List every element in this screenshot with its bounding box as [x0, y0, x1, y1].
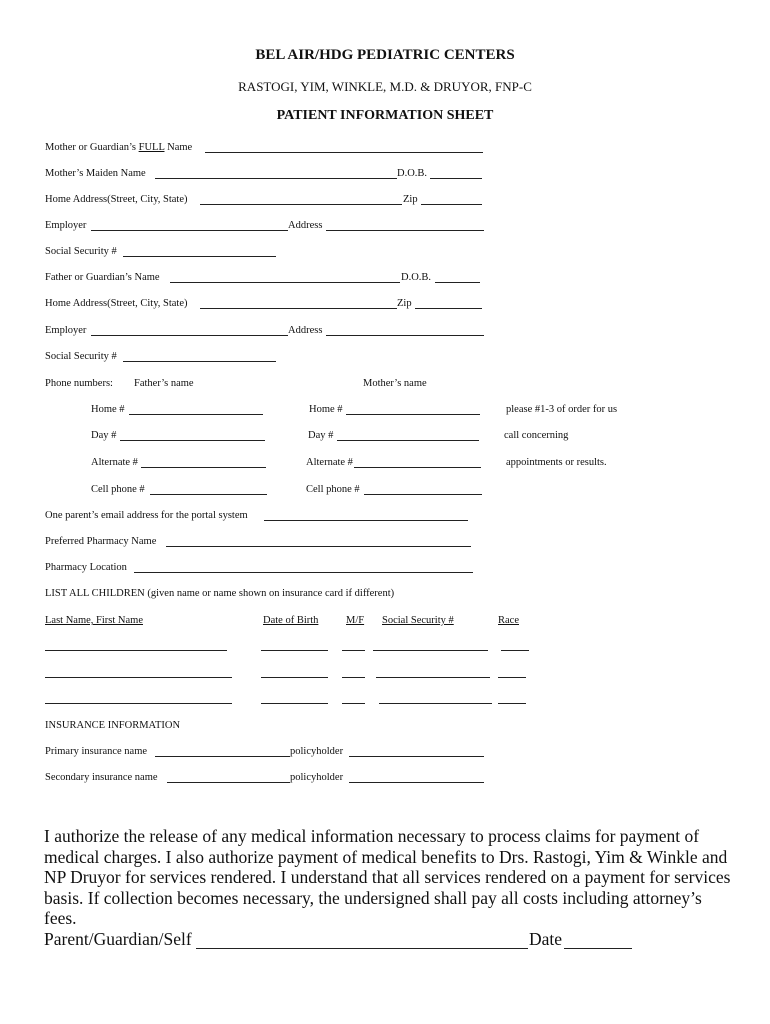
- mother-name-field[interactable]: [205, 152, 483, 153]
- mother-zip-field[interactable]: [421, 204, 482, 205]
- phone-note-1: please #1-3 of order for us: [506, 404, 618, 415]
- child-1-name-field[interactable]: [45, 650, 227, 651]
- pharmacy-name-label: Preferred Pharmacy Name: [45, 536, 157, 547]
- form-title: PATIENT INFORMATION SHEET: [276, 108, 494, 123]
- mother-cell-field[interactable]: [364, 494, 482, 495]
- org-title: BEL AIR/HDG PEDIATRIC CENTERS: [255, 47, 515, 63]
- secondary-policyholder-field[interactable]: [349, 782, 484, 783]
- providers-line: RASTOGI, YIM, WINKLE, M.D. & DRUYOR, FNP-C: [238, 79, 532, 94]
- primary-policyholder-field[interactable]: [349, 756, 484, 757]
- child-3-dob-field[interactable]: [261, 703, 328, 704]
- insurance-heading: INSURANCE INFORMATION: [45, 720, 181, 731]
- children-heading: LIST ALL CHILDREN (given name or name shown on insurance card if different): [45, 588, 395, 599]
- mother-employer-address-label: Address: [288, 220, 323, 231]
- signature-field[interactable]: [196, 948, 528, 949]
- mother-name-label: Mother or Guardian’s FULL Name: [45, 142, 193, 153]
- col-name: Last Name, First Name: [45, 615, 143, 626]
- secondary-policyholder-label: policyholder: [290, 772, 344, 783]
- father-name-label: Father or Guardian’s Name: [45, 272, 160, 283]
- email-label: One parent’s email address for the portal system: [45, 510, 248, 521]
- col-dob: Date of Birth: [263, 615, 319, 626]
- mother-ssn-label: Social Security #: [45, 246, 117, 257]
- child-2-dob-field[interactable]: [261, 677, 328, 678]
- father-day-label: Day #: [91, 430, 117, 441]
- father-home-field[interactable]: [129, 414, 263, 415]
- mother-address-label: Home Address(Street, City, State): [45, 194, 188, 205]
- father-dob-field[interactable]: [435, 282, 480, 283]
- col-sex: M/F: [346, 615, 365, 626]
- child-1-ssn-field[interactable]: [373, 650, 488, 651]
- email-field[interactable]: [264, 520, 468, 521]
- mother-ssn-field[interactable]: [123, 256, 276, 257]
- col-race: Race: [498, 615, 519, 626]
- father-employer-label: Employer: [45, 325, 87, 336]
- child-3-ssn-field[interactable]: [379, 703, 492, 704]
- mother-home-field[interactable]: [346, 414, 480, 415]
- child-2-ssn-field[interactable]: [376, 677, 490, 678]
- father-ssn-field[interactable]: [123, 361, 276, 362]
- mother-phone-header: Mother’s name: [363, 378, 427, 389]
- signature-label: Parent/Guardian/Self: [44, 929, 192, 949]
- col-ssn: Social Security #: [382, 615, 454, 626]
- child-3-sex-field[interactable]: [342, 703, 365, 704]
- father-cell-label: Cell phone #: [91, 484, 145, 495]
- father-phone-header: Father’s name: [134, 378, 194, 389]
- father-alternate-label: Alternate #: [91, 457, 138, 468]
- mother-home-label: Home #: [309, 404, 343, 415]
- primary-insurance-label: Primary insurance name: [45, 746, 148, 757]
- mother-dob-label: D.O.B.: [397, 168, 428, 179]
- mother-day-field[interactable]: [337, 440, 479, 441]
- father-day-field[interactable]: [120, 440, 265, 441]
- father-zip-label: Zip: [397, 298, 412, 309]
- mother-maiden-label: Mother’s Maiden Name: [45, 168, 146, 179]
- mother-cell-label: Cell phone #: [306, 484, 360, 495]
- pharmacy-location-label: Pharmacy Location: [45, 562, 127, 573]
- child-3-name-field[interactable]: [45, 703, 232, 704]
- father-home-label: Home #: [91, 404, 125, 415]
- father-employer-field[interactable]: [91, 335, 288, 336]
- mother-zip-label: Zip: [403, 194, 418, 205]
- father-address-field[interactable]: [200, 308, 397, 309]
- pharmacy-name-field[interactable]: [166, 546, 471, 547]
- child-3-race-field[interactable]: [498, 703, 526, 704]
- secondary-insurance-field[interactable]: [167, 782, 290, 783]
- pharmacy-location-field[interactable]: [134, 572, 473, 573]
- date-label: Date: [529, 929, 563, 949]
- father-zip-field[interactable]: [415, 308, 482, 309]
- child-1-sex-field[interactable]: [342, 650, 365, 651]
- father-employer-address-field[interactable]: [326, 335, 484, 336]
- mother-employer-address-field[interactable]: [326, 230, 484, 231]
- child-2-sex-field[interactable]: [342, 677, 365, 678]
- phone-note-2: call concerning: [504, 430, 569, 441]
- father-cell-field[interactable]: [150, 494, 267, 495]
- date-field[interactable]: [564, 948, 632, 949]
- father-employer-address-label: Address: [288, 325, 323, 336]
- primary-insurance-field[interactable]: [155, 756, 290, 757]
- child-1-race-field[interactable]: [501, 650, 529, 651]
- father-ssn-label: Social Security #: [45, 351, 117, 362]
- father-alternate-field[interactable]: [141, 467, 266, 468]
- father-dob-label: D.O.B.: [401, 272, 432, 283]
- mother-address-field[interactable]: [200, 204, 402, 205]
- primary-policyholder-label: policyholder: [290, 746, 344, 757]
- phone-note-3: appointments or results.: [506, 457, 607, 468]
- secondary-insurance-label: Secondary insurance name: [45, 772, 158, 783]
- mother-day-label: Day #: [308, 430, 334, 441]
- child-2-name-field[interactable]: [45, 677, 232, 678]
- child-1-dob-field[interactable]: [261, 650, 328, 651]
- father-address-label: Home Address(Street, City, State): [45, 298, 188, 309]
- father-name-field[interactable]: [170, 282, 400, 283]
- mother-maiden-field[interactable]: [155, 178, 397, 179]
- mother-alternate-label: Alternate #: [306, 457, 353, 468]
- child-2-race-field[interactable]: [498, 677, 526, 678]
- phone-numbers-label: Phone numbers:: [45, 378, 113, 389]
- mother-employer-field[interactable]: [91, 230, 288, 231]
- mother-alternate-field[interactable]: [354, 467, 481, 468]
- authorization-text: I authorize the release of any medical information necessary to process claims for payment of medical charges. I also authorize payment of medical benefits to Drs. Rastogi, Yim & Winkle and NP Druyor for services rendered. I understand that all services rendered on a payment for services basis. If collection becomes necessary, the undersigned shall pay all costs including attorney’s fees.: [44, 826, 731, 928]
- mother-employer-label: Employer: [45, 220, 87, 231]
- mother-dob-field[interactable]: [430, 178, 482, 179]
